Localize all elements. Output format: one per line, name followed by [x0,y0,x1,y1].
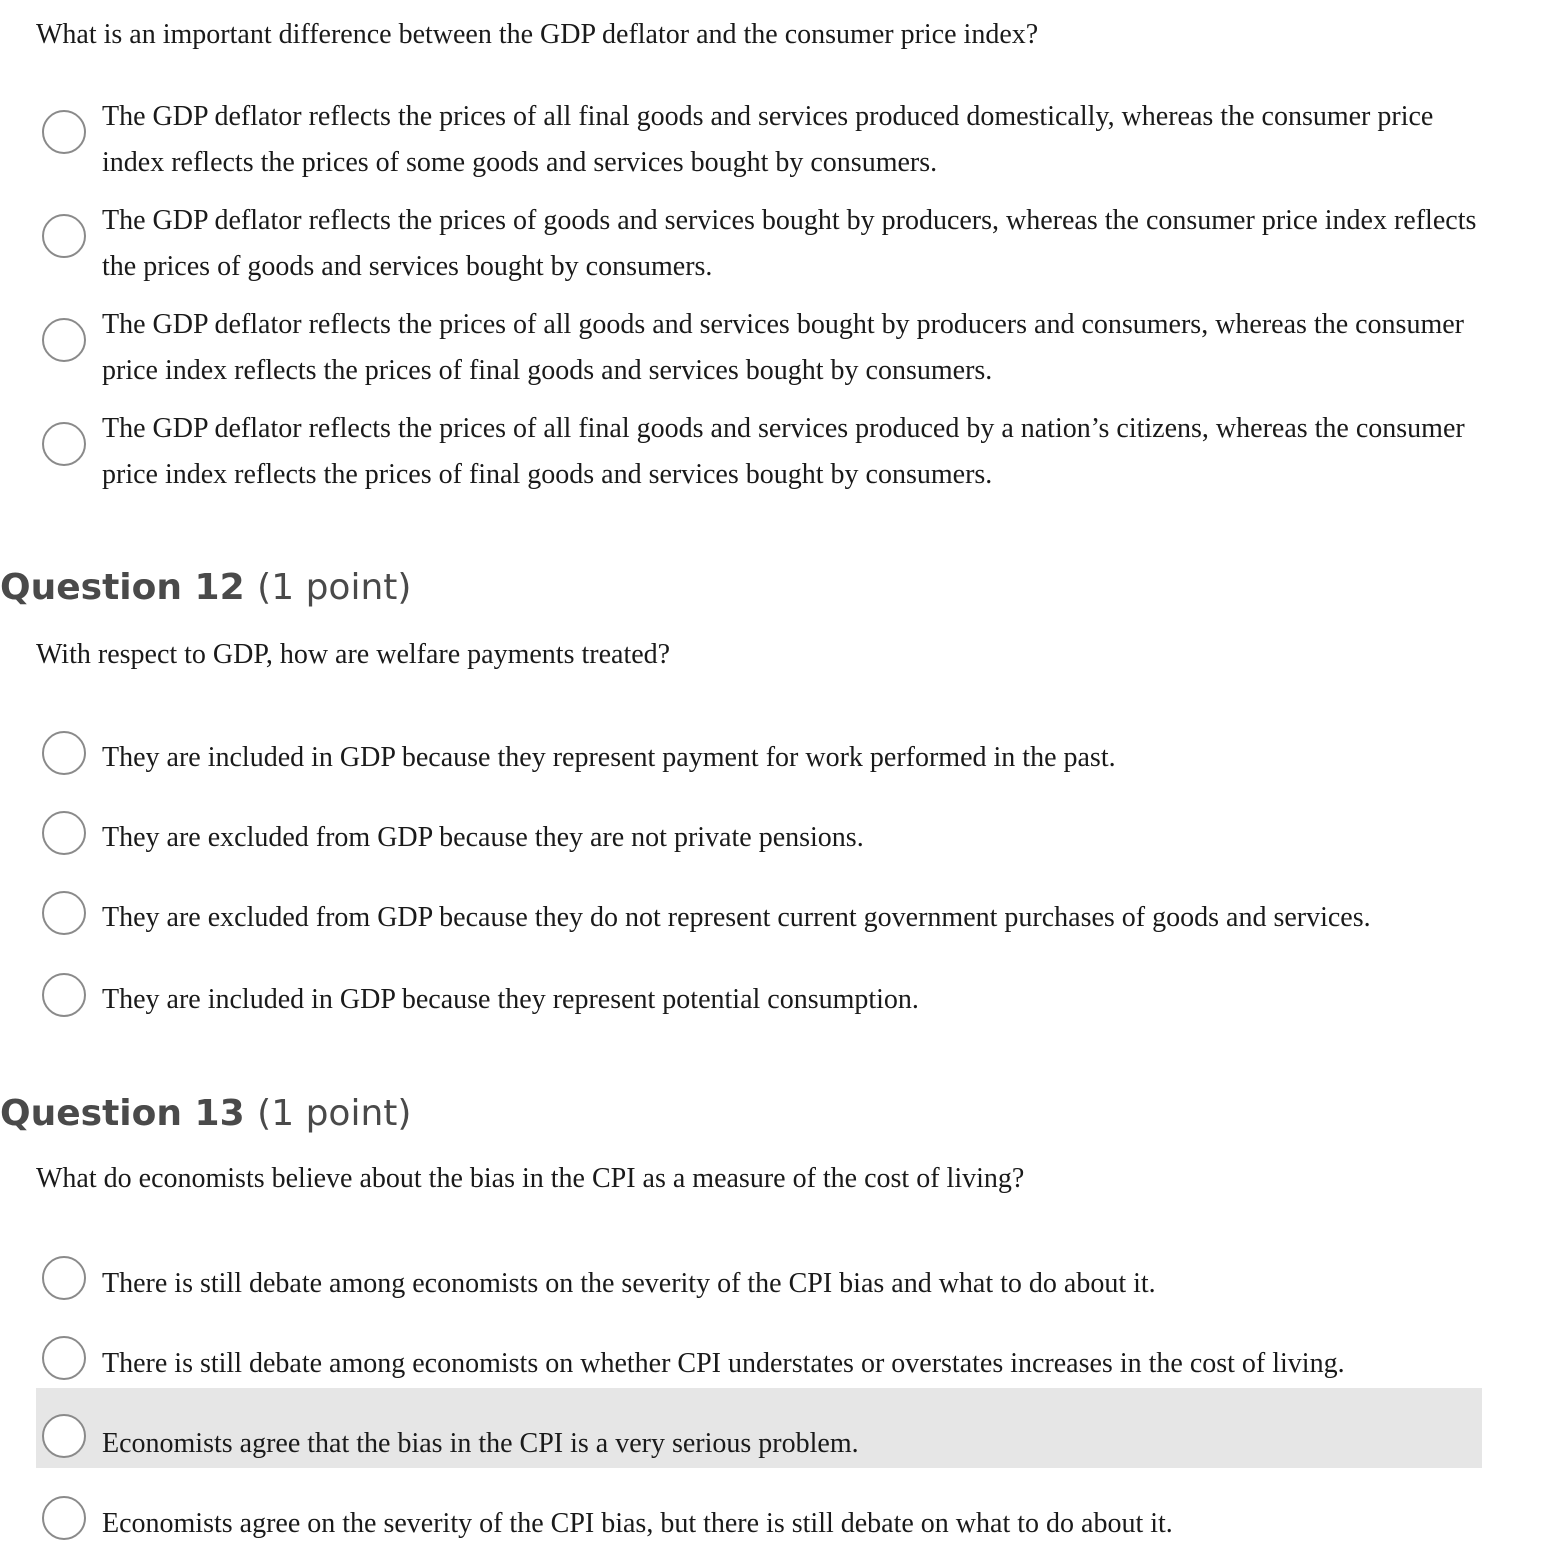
answer-option[interactable] [36,728,1482,786]
radio-button[interactable] [42,891,86,935]
answer-option[interactable] [36,94,1482,186]
answer-option-label: Economists agree on the severity of the CPI bias, but there is still debate on what to do about it. [102,1508,1173,1539]
answer-option-label: They are included in GDP because they represent potential consumption. [102,984,919,1015]
answer-option-label: The GDP deflator reflects the prices of all final goods and services produced by a nation’s citizens, whereas the consumer price index reflects the prices of final goods and services bought by consumers. [102,413,1465,490]
answer-option-label: Economists agree that the bias in the CPI is a very serious problem. [102,1428,859,1459]
answer-option[interactable] [36,406,1482,498]
radio-button[interactable] [42,214,86,258]
answer-option-label: There is still debate among economists on the severity of the CPI bias and what to do about it. [102,1268,1156,1299]
answer-option[interactable] [36,198,1482,290]
answer-option[interactable] [36,970,1482,1028]
answer-option[interactable] [36,302,1482,394]
answer-option-label: The GDP deflator reflects the prices of all goods and services bought by producers and consumers, whereas the consumer price index reflects the prices of final goods and services bought by consumers. [102,309,1464,386]
question-heading [0,566,411,610]
question-prompt: What is an important difference between the GDP deflator and the consumer price index? [36,19,1039,50]
answer-option-label: There is still debate among economists on whether CPI understates or overstates increases in the cost of living. [102,1348,1345,1379]
radio-button[interactable] [42,110,86,154]
question-heading [0,1092,411,1136]
answer-option[interactable] [36,1492,1482,1554]
answer-option[interactable] [36,808,1482,866]
radio-button[interactable] [42,1336,86,1380]
radio-button[interactable] [42,973,86,1017]
radio-button[interactable] [42,422,86,466]
answer-option-label: They are excluded from GDP because they are not private pensions. [102,822,864,853]
radio-button[interactable] [42,1496,86,1540]
question-prompt: With respect to GDP, how are welfare payments treated? [36,639,671,670]
answer-option-label: The GDP deflator reflects the prices of goods and services bought by producers, whereas the consumer price index reflects the prices of goods and services bought by consumers. [102,205,1477,282]
radio-button[interactable] [42,318,86,362]
radio-button[interactable] [42,731,86,775]
question-number: Question 12 [0,567,245,608]
question-prompt: What do economists believe about the bias in the CPI as a measure of the cost of living? [36,1163,1025,1194]
answer-option-label: They are included in GDP because they represent payment for work performed in the past. [102,742,1116,773]
question-points: (1 point) [257,1093,412,1134]
answer-option-label: The GDP deflator reflects the prices of all final goods and services produced domestically, whereas the consumer price index reflects the prices of some goods and services bought by consumers. [102,101,1434,178]
answer-option[interactable] [36,1252,1482,1314]
radio-button[interactable] [42,1256,86,1300]
answer-option-label: They are excluded from GDP because they do not represent current government purchases of goods and services. [102,902,1371,933]
question-number: Question 13 [0,1093,245,1134]
radio-button[interactable] [42,1414,86,1458]
answer-option-hovered[interactable] [36,1388,1482,1468]
question-points: (1 point) [257,567,412,608]
radio-button[interactable] [42,811,86,855]
answer-option[interactable] [36,888,1482,946]
answer-option[interactable] [36,1332,1482,1394]
